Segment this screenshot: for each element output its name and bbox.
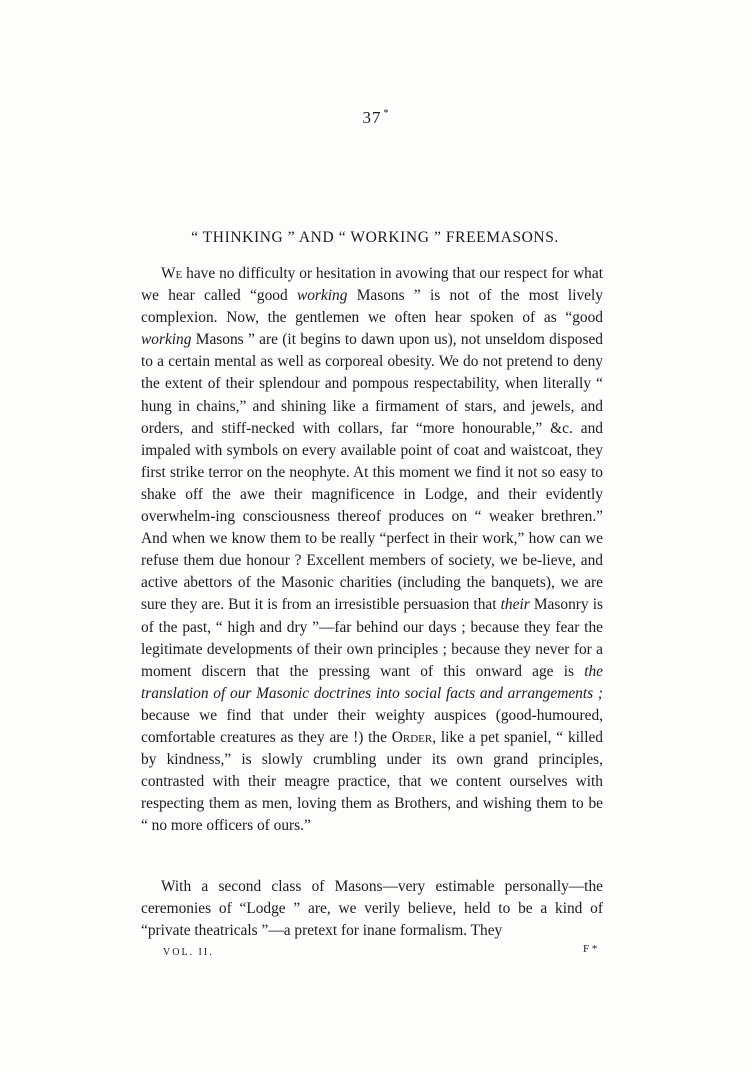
paragraph-1 — [141, 263, 603, 837]
paragraph-text: because we find that under their weighty auspices (good-humoured, comfortable creatures as they are !) the — [141, 706, 603, 746]
paragraph-text: Masons ” are (it begins to dawn upon us), not unseldom disposed to a certain mental as well as corporeal obesity. We do not pretend to deny the extent of their splendour and pompous respectability, when literally “ hung in chains,” and shining like a firmament of stars, and jewels, and orders, and stiff-necked with collars, far “more honourable,” &c. and impaled with symbols on every available point of coat and waistcoat, they first strike terror on the neophyte. At this moment we find it not so easy to shake off the awe their magnificence in Lodge, and their evidently overwhelm-ing consciousness thereof produces on “ weaker brethren.” And when we know them to be really “perfect in their work,” how can we refuse them due honour ? Excellent members of society, we be-lieve, and active abettors of the Masonic charities (including the banquets), we are sure they are. But it is from an irresistible persuasion that — [141, 331, 603, 614]
italic-text: the translation of our Masonic doctrines into social facts and arrangements ; — [141, 662, 603, 702]
paragraph-text: Masonry is of the past, “ high and dry ”—far behind our days ; because they fear the legitimate developments of their own principles ; because they never for a moment discern that the pressing want of this onward age is — [141, 596, 603, 680]
page-number — [0, 108, 752, 128]
chapter-title: “ THINKING ” AND “ WORKING ” FREEMASONS. — [191, 229, 559, 246]
italic-text: working — [296, 287, 348, 305]
paragraph-text: , like a pet spaniel, “ killed by kindness,” is slowly crumbling under its own grand principles, contrasted with their meagre practice, that we content ourselves with respecting them as men, loving them as Brothers, and wishing them to be “ no more officers of ours.” — [141, 728, 603, 835]
gathering-signature: F * — [583, 943, 598, 955]
paragraph-2: With a second class of Masons—very estimable personally—the ceremonies of “Lodge ” are, we verily believe, held to be a kind of “private theatricals ”—a pretext for inane formalism. They — [141, 878, 603, 940]
page-number-value: 37 — [362, 108, 382, 127]
paragraph-text: have no difficulty or hesitation in avowing that our respect for what we hear called “good — [141, 265, 603, 305]
small-caps-text: Order — [391, 728, 433, 746]
italic-text: their — [500, 596, 530, 614]
volume-signature: VOL. II. — [163, 947, 214, 958]
italic-text: working — [141, 331, 192, 349]
paragraph-text: Masons ” is not of the most lively complexion. Now, the gentlemen we often hear spoken of as “good — [141, 287, 603, 327]
page-number-mark: * — [383, 108, 390, 120]
paragraph-lead-word: We — [161, 265, 183, 282]
